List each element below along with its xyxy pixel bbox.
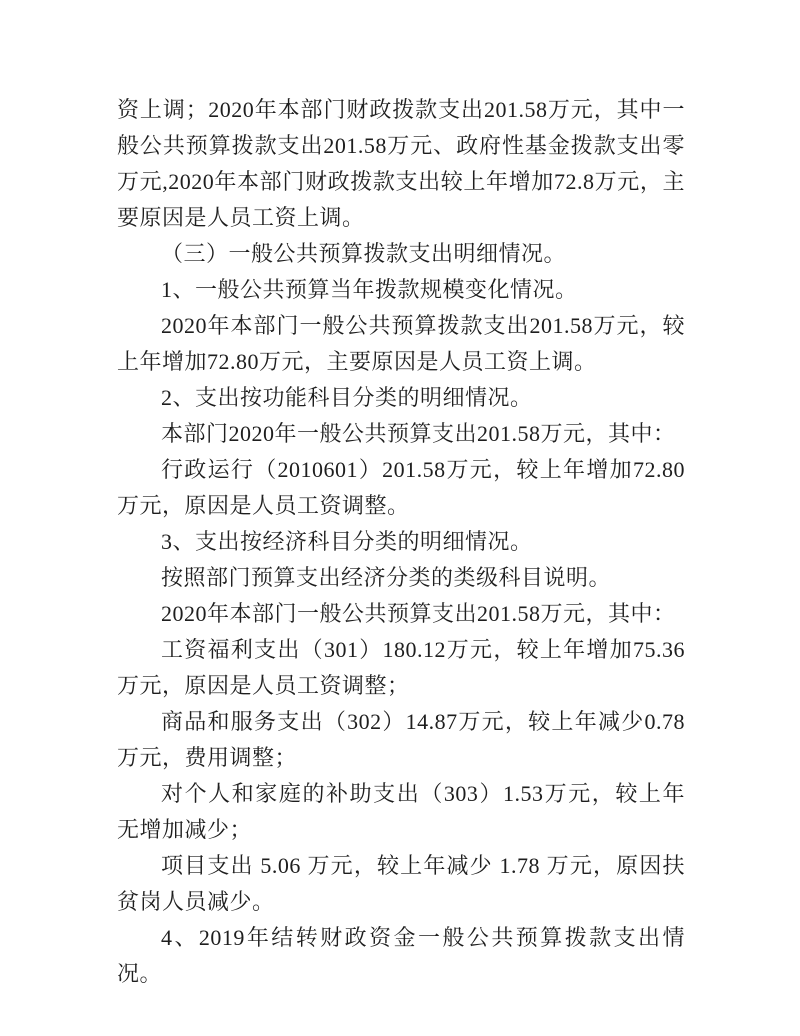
heading-item-3: 3、支出按经济科目分类的明细情况。: [161, 529, 533, 554]
paragraph-item-3-note: 按照部门预算支出经济分类的类级科目说明。: [161, 565, 612, 590]
paragraph-project-expense: 项目支出 5.06 万元，较上年减少 1.78 万元，原因扶贫岗人员减少。: [117, 853, 685, 914]
heading-section-3: （三）一般公共预算拨款支出明细情况。: [161, 241, 567, 266]
paragraph-item-3-intro: 2020年本部门一般公共预算支出201.58万元，其中：: [161, 601, 676, 626]
paragraph-item-2-intro: 本部门2020年一般公共预算支出201.58万元，其中：: [161, 421, 676, 446]
heading-item-1: 1、一般公共预算当年拨款规模变化情况。: [161, 277, 578, 302]
paragraph-goods-services-expense: 商品和服务支出（302）14.87万元，较上年减少0.78万元，费用调整；: [117, 709, 685, 770]
paragraph-item-1-detail: 2020年本部门一般公共预算拨款支出201.58万元，较上年增加72.80万元，主要原因是人员工资上调。: [117, 313, 685, 374]
heading-item-2: 2、支出按功能科目分类的明细情况。: [161, 385, 533, 410]
heading-item-4: 4、2019年结转财政资金一般公共预算拨款支出情况。: [117, 925, 685, 986]
paragraph-continuation: 资上调；2020年本部门财政拨款支出201.58万元，其中一般公共预算拨款支出201.58万元、政府性基金拨款支出零万元,2020年本部门财政拨款支出较上年增加72.8万元，主要原因是人员工资上调。: [117, 97, 685, 230]
paragraph-wage-benefit-expense: 工资福利支出（301）180.12万元，较上年增加75.36万元，原因是人员工资调整；: [117, 637, 685, 698]
paragraph-item-2-detail: 行政运行（2010601）201.58万元，较上年增加72.80万元，原因是人员工资调整。: [117, 457, 685, 518]
paragraph-individual-family-subsidy: 对个人和家庭的补助支出（303）1.53万元，较上年无增加减少；: [117, 781, 685, 842]
